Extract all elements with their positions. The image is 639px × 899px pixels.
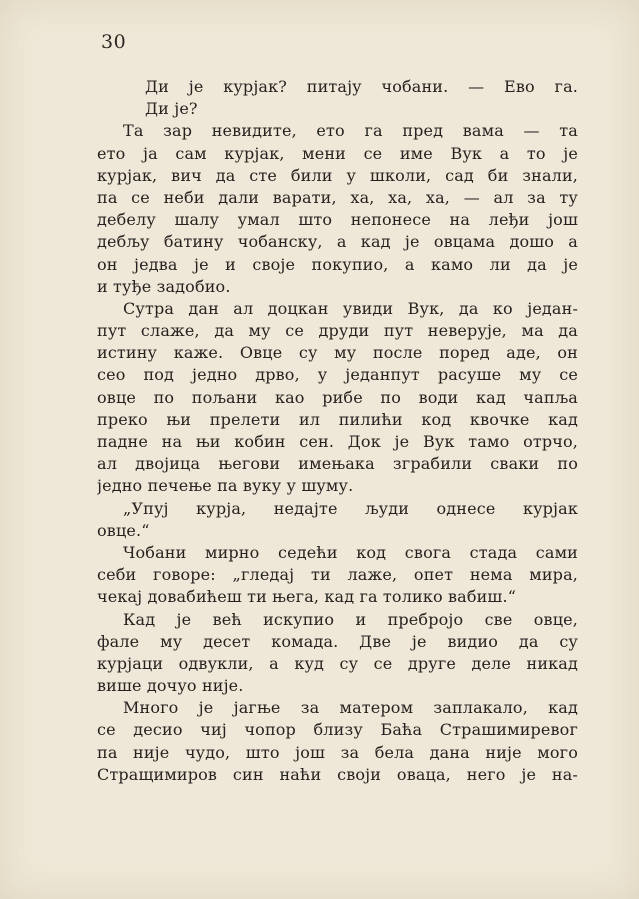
text-line: једно печење па вуку у шуму. (97, 476, 354, 496)
text-line: чекај довабићеш ти њега, кад га толико вабиш.“ (97, 587, 517, 607)
text-line: падне на њи кобин сен. Док је Вук тамо отрчо, (97, 432, 578, 451)
text-line: ал двојица његови имењака зграбили сваки по (97, 454, 578, 474)
text-line: ето ја сам курјак, мени се име Вук а то је (97, 143, 578, 163)
text-line: и туђе задобио. (97, 276, 231, 296)
text-line: преко њи прелети ил пилићи код квочке кад (97, 409, 578, 429)
text-line: сео под једно дрво, у једанпут расуше му се (97, 365, 578, 385)
text-line: дебљу батину чобанску, а кад је овцама дошо а (97, 232, 578, 252)
text-line: фале му десет комада. Две је видио да су (97, 631, 578, 651)
text-line: „Упуј курја, недајте људи однесе курјак (123, 498, 578, 518)
text-line: Ди је? (145, 99, 198, 119)
text-line: овце.“ (97, 520, 150, 540)
text-line: пут слаже, да му се друди пут неверује, ма да (97, 321, 578, 341)
text-line: па се неби дали варати, ха, ха, ха, — ал за ту (97, 187, 578, 207)
text-line: више дочуо није. (97, 676, 244, 696)
page-number: 30 (101, 31, 127, 53)
text-line: се десио чиј чопор близу Баћа Страшимиревог (97, 720, 578, 740)
text-line: он једва је и своје покупио, а камо ли да је (97, 254, 578, 274)
text-line: себи говоре: „гледај ти лаже, опет нема мира, (97, 565, 578, 585)
body-text (97, 76, 578, 786)
text-line: Та зар невидите, ето га пред вама — та (123, 121, 578, 141)
text-line: Сутра дан ал доцкан увиди Вук, да ко један- (123, 298, 578, 318)
text-line: дебелу шалу умал што непонесе на леђи још (97, 210, 578, 230)
text-line: Чобани мирно седећи код свога стада сами (123, 542, 578, 562)
text-line: овце по пољани као рибе по води кад чапља (97, 387, 578, 407)
text-line: курјаци одвукли, а куд су се друге деле никад (97, 653, 578, 673)
text-line: Кад је већ искупио и пребројо све овце, (123, 609, 578, 629)
text-line: Много је јагње за матером заплакало, кад (123, 698, 578, 718)
text-line: курјак, вич да сте били у школи, сад би знали, (97, 165, 578, 185)
text-line: истину каже. Овце су му после поред аде, он (97, 343, 578, 363)
text-line: па није чудо, што још за бела дана није мого (97, 742, 578, 762)
text-line: Стращимиров син наћи своји оваца, него је на- (97, 764, 578, 784)
text-line: Ди је курјак? питају чобани. — Ево га. (145, 77, 578, 96)
